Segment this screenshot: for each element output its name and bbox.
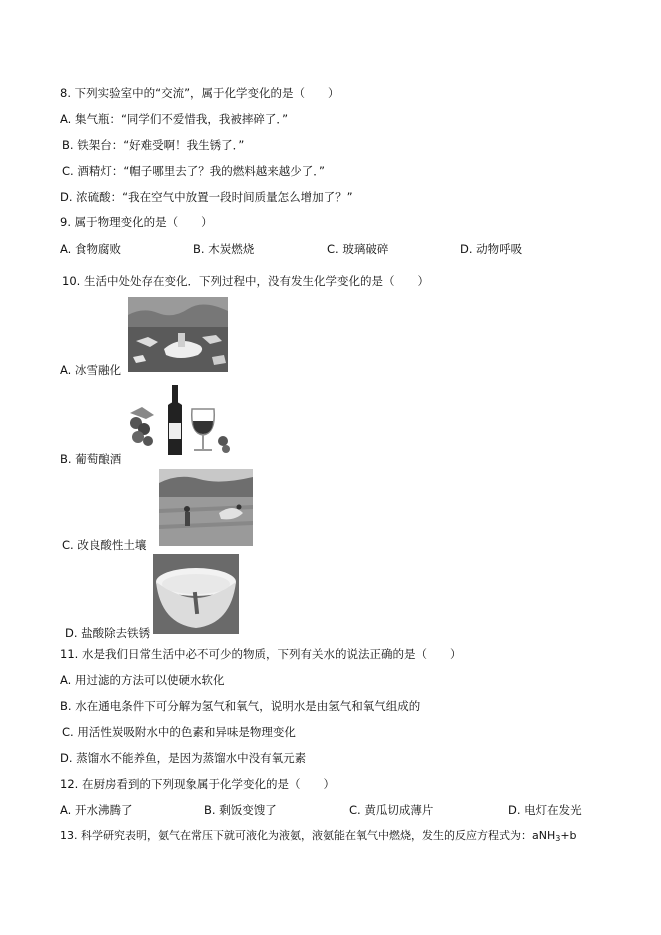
q8-option-b: B. 铁架台：“好难受啊！我生锈了．” (62, 138, 245, 152)
q11-option-a: A. 用过滤的方法可以使硬水软化 (60, 673, 225, 687)
ice-melting-image (128, 297, 228, 372)
q8-option-d: D. 浓硫酸：“我在空气中放置一段时间质量怎么增加了？” (60, 190, 353, 204)
hydrochloric-acid-rust-image (153, 554, 239, 634)
q12-option-b: B. 剩饭变馊了 (204, 803, 277, 817)
q9-option-a: A. 食物腐败 (60, 242, 121, 256)
q12-option-c: C. 黄瓜切成薄片 (349, 803, 434, 817)
q11-option-b: B. 水在通电条件下可分解为氢气和氧气，说明水是由氢气和氧气组成的 (60, 699, 421, 713)
q10-option-a: A. 冰雪融化 (60, 363, 121, 377)
q12-option-a: A. 开水沸腾了 (60, 803, 133, 817)
q8-stem: 8. 下列实验室中的“交流”，属于化学变化的是（ ） (60, 86, 340, 100)
q12-stem: 12. 在厨房看到的下列现象属于化学变化的是（ ） (60, 777, 335, 791)
q13-stem (60, 828, 577, 847)
acidic-soil-image (159, 469, 253, 546)
q9-option-b: B. 木炭燃烧 (193, 242, 255, 256)
q11-stem: 11. 水是我们日常生活中必不可少的物质，下列有关水的说法正确的是（ ） (60, 647, 462, 661)
q9-stem: 9. 属于物理变化的是（ ） (60, 215, 213, 229)
q12-option-d: D. 电灯在发光 (508, 803, 582, 817)
q11-option-d: D. 蒸馏水不能养鱼，是因为蒸馏水中没有氧元素 (60, 751, 307, 765)
q10-option-d: D. 盐酸除去铁锈 (65, 626, 151, 640)
q8-option-a: A. 集气瓶：“同学们不爱惜我，我被摔碎了．” (60, 112, 289, 126)
q13-stem-subscript: 3 (555, 834, 561, 843)
q9-option-c: C. 玻璃破碎 (327, 242, 389, 256)
q10-option-b: B. 葡萄酿酒 (60, 452, 122, 466)
q9-option-d: D. 动物呼吸 (460, 242, 523, 256)
wine-image (128, 383, 231, 458)
q10-option-c: C. 改良酸性土壤 (62, 538, 147, 552)
q11-option-c: C. 用活性炭吸附水中的色素和异味是物理变化 (62, 725, 296, 739)
q8-option-c: C. 酒精灯：“帽子哪里去了？我的燃料越来越少了．” (62, 164, 326, 178)
q13-stem-main: 13. 科学研究表明，氨气在常压下就可液化为液氨，液氨能在氧气中燃烧，发生的反应方程式为：aNH (60, 829, 556, 842)
q10-stem: 10. 生活中处处存在变化．下列过程中，没有发生化学变化的是（ ） (62, 274, 429, 288)
q13-stem-tail: +b (560, 829, 577, 842)
